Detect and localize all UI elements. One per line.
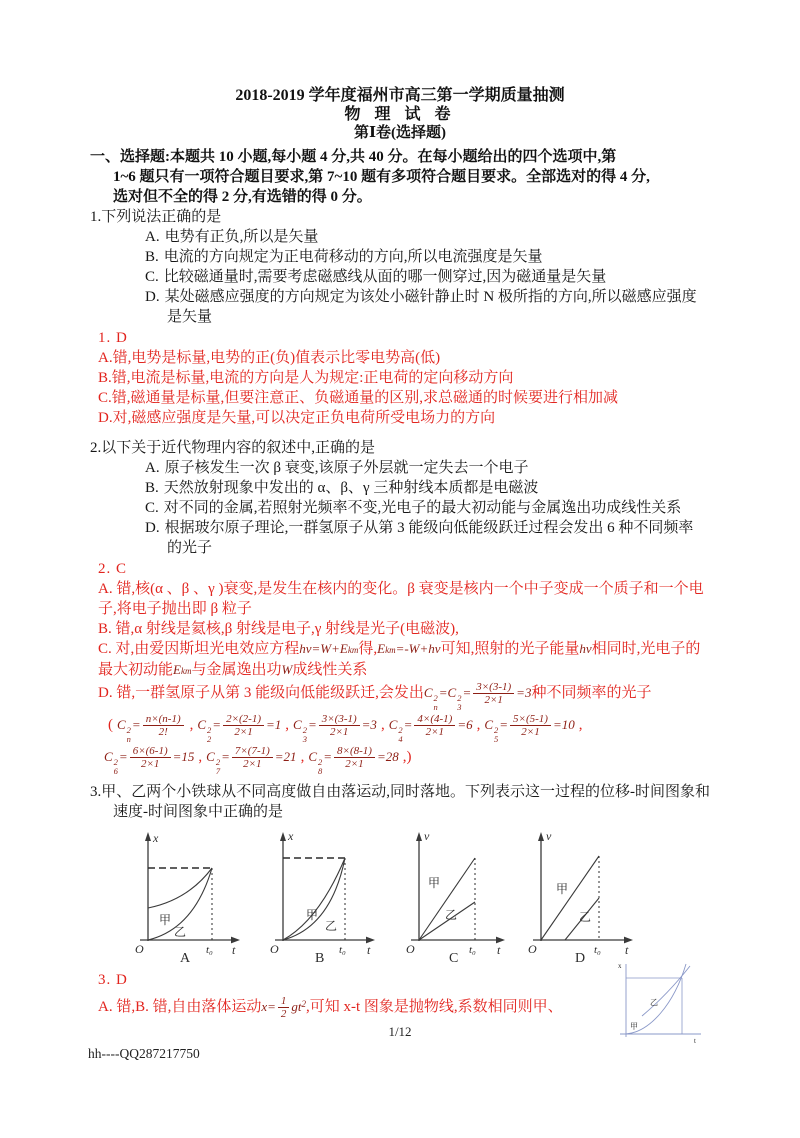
formula-subscript: 7 <box>215 765 221 776</box>
instructions-line: 一、选择题:本题共 10 小题,每小题 4 分,共 40 分。在每小题给出的四个选项中,第 <box>90 149 617 165</box>
formula-result: =3 <box>361 716 377 732</box>
photoelectric-equation: =-W+hν <box>395 641 441 656</box>
option-c <box>145 498 701 518</box>
instructions-line: 选对但不全的得 2 分,有选错的得 0 分。 <box>113 189 372 205</box>
option-label: D. <box>145 289 160 305</box>
answer-2-explanation-b: B. 错,α 射线是氦核,β 射线是电子,γ 射线是光子(电磁波), <box>98 621 459 637</box>
graph-b-displacement-time <box>265 828 380 964</box>
photon-energy-symbol: hν <box>579 641 592 656</box>
fraction-denominator: 2×1 <box>345 757 364 770</box>
formula-subscript: 6 <box>113 765 118 776</box>
equals-sign: = <box>118 748 128 764</box>
formula-supsub <box>494 726 498 744</box>
formula-supsub <box>207 726 211 744</box>
explanation-text: 成线性关系 <box>292 662 368 678</box>
formula-result: =15 <box>172 748 195 764</box>
formula-base: C <box>388 716 398 732</box>
option-a <box>145 458 701 478</box>
question-number: 3. <box>90 783 102 800</box>
formula-superscript: 2 <box>301 998 307 1009</box>
y-axis-label: v <box>424 828 430 843</box>
fraction-denominator: 2×1 <box>425 725 445 738</box>
exam-title: 2018-2019 学年度福州市高三第一学期质量抽测 <box>235 87 565 104</box>
option-b <box>145 478 701 498</box>
question-2-options <box>145 458 701 558</box>
fraction-denominator: 2×1 <box>329 725 349 738</box>
question-3 <box>90 782 714 822</box>
x-axis-label: t <box>497 942 501 957</box>
formula-separator: , <box>578 716 583 733</box>
option-text: 某处磁感应强度的方向规定为该处小磁针静止时 N 极所指的方向,所以磁感应强度是矢量 <box>164 289 697 325</box>
combination-formula-row-2 <box>104 744 704 776</box>
x-axis-label: t <box>232 942 236 957</box>
explanation-text: A. 错,B. 错,自由落体运动 <box>98 998 262 1015</box>
y-axis-arrow <box>280 832 286 841</box>
equals-sign: = <box>323 748 333 764</box>
origin-label: O <box>270 941 279 956</box>
watermark-text: hh----QQ287217750 <box>88 1046 200 1061</box>
explanation-text: 相同时,光电子的最大初动能 <box>98 641 701 678</box>
y-axis-arrow <box>145 832 151 841</box>
formula-superscript: 2 <box>113 756 118 767</box>
yi-curve-label: 乙 <box>579 909 592 924</box>
fraction <box>232 745 273 770</box>
formula-base: C <box>206 748 215 764</box>
formula-separator: , <box>198 748 203 765</box>
formula-result: =1 <box>266 716 282 732</box>
subject-title: 物 理 试 卷 <box>344 106 456 123</box>
formula-subscript: 3 <box>457 701 462 712</box>
fraction-numerator: 8×(8-1) <box>334 745 375 758</box>
answer-1-explanation-b: B.错,电流是标量,电流的方向是人为规定:正电荷的定向移动方向 <box>98 370 514 386</box>
formula-supsub <box>398 726 402 744</box>
equals-sign: = <box>307 716 317 732</box>
paren-open: ( <box>108 716 113 733</box>
formula-superscript: 2 <box>457 693 462 704</box>
option-text: 电势有正负,所以是矢量 <box>164 229 319 245</box>
answer-2-explanation-c <box>98 639 704 681</box>
t0-label: t₀ <box>339 943 346 956</box>
option-d <box>145 287 701 327</box>
fraction-numerator: 2×(2-1) <box>223 713 264 726</box>
line-jia <box>541 856 599 940</box>
formula-superscript: 2 <box>433 693 438 704</box>
formula-result: =10 <box>552 716 575 732</box>
equals-sign: = <box>221 748 230 764</box>
figure-caption: A <box>180 950 191 964</box>
answer-2-explanation-d <box>98 681 704 712</box>
equals-sign: = <box>462 685 472 701</box>
explanation-text: ,可知 x-t 图象是抛物线,系数相同则甲、 <box>306 998 563 1015</box>
option-text: 比较磁通量时,需要考虑磁感线从面的哪一侧穿过,因为磁通量是矢量 <box>163 269 607 285</box>
formula-superscript: 2 <box>398 724 403 735</box>
answer-3-explanation <box>98 994 704 1020</box>
question-2-stem <box>90 438 714 458</box>
formula-base: C <box>308 748 317 764</box>
fraction-denominator: 2×1 <box>243 757 262 770</box>
fraction <box>414 713 455 738</box>
fraction-numerator: 3×(3-1) <box>319 713 360 726</box>
option-b <box>145 247 701 267</box>
formula-result: =6 <box>457 716 473 732</box>
answer-2-explanation-a: A. 错,核(α 、β 、γ )衰变,是发生在核内的变化。β 衰变是核内一个中子变成一个质子和一个电子,将电子抛出即 β 粒子 <box>98 581 704 617</box>
formula-base: C <box>484 716 494 732</box>
figure-caption: D <box>575 950 586 964</box>
combination-formula <box>197 712 293 744</box>
option-label: B. <box>145 480 159 496</box>
question-1-options <box>145 227 701 327</box>
formula-base: C <box>293 716 302 732</box>
answer-1-key: 1. D <box>98 330 128 346</box>
fraction <box>473 681 514 706</box>
y-axis-label: x <box>153 830 159 845</box>
jia-curve-label: 甲 <box>556 881 569 896</box>
origin-label: O <box>406 941 415 956</box>
option-label: D. <box>145 520 160 536</box>
answer-1-explanation-d: D.对,磁感应强度是矢量,可以决定正负电荷所受电场力的方向 <box>98 410 496 426</box>
fraction-numerator: 3×(3-1) <box>473 681 514 694</box>
question-3-stem <box>90 782 714 822</box>
formula-supsub <box>114 758 118 776</box>
kinetic-energy-symbol: E <box>173 662 181 677</box>
line-jia <box>419 858 475 940</box>
fraction-denominator: 2×1 <box>234 725 253 738</box>
page-content <box>90 147 714 1020</box>
question-number: 2. <box>90 440 102 456</box>
fraction <box>223 713 264 738</box>
formula-superscript: 2 <box>494 724 499 735</box>
formula-separator: ,) <box>402 748 412 765</box>
formula-result: =21 <box>274 748 297 764</box>
combination-formula <box>293 712 389 744</box>
volume-title: 第Ⅰ卷(选择题) <box>353 125 446 141</box>
photoelectric-equation: E <box>377 641 386 656</box>
equals-sign: = <box>212 716 222 732</box>
question-1 <box>90 207 714 327</box>
answer-2 <box>98 559 704 776</box>
t0-label: t₀ <box>469 943 476 956</box>
combination-formula <box>308 744 415 776</box>
formula-supsub <box>216 758 220 776</box>
free-fall-formula: x= <box>261 998 276 1014</box>
y-axis-label: v <box>546 828 552 843</box>
formula-separator: , <box>380 716 385 733</box>
fraction <box>130 745 171 770</box>
option-label: A. <box>145 229 160 245</box>
formula-superscript: 2 <box>126 724 131 735</box>
question-text: 下列说法正确的是 <box>101 209 222 225</box>
fraction-denominator: 2 <box>280 1007 287 1020</box>
combination-formula <box>388 712 485 744</box>
combination-formula: C <box>447 685 457 701</box>
formula-result: =28 <box>376 748 399 764</box>
figure-caption: C <box>449 950 459 964</box>
yi-curve-label: 乙 <box>174 924 187 939</box>
explanation-text: 种不同频率的光子 <box>531 685 652 702</box>
option-text: 原子核发生一次 β 衰变,该原子外层就一定失去一个电子 <box>164 460 529 476</box>
fraction-denominator: 2×1 <box>140 757 160 770</box>
option-label: B. <box>145 249 159 265</box>
answer-3-key: 3. D <box>98 971 128 988</box>
formula-superscript: 2 <box>317 756 323 767</box>
option-text: 电流的方向规定为正电荷移动的方向,所以电流强度是矢量 <box>163 249 543 265</box>
combination-formula <box>104 744 206 776</box>
jia-curve-label: 甲 <box>159 912 172 927</box>
equals-sign: = <box>499 716 509 732</box>
formula-supsub <box>434 694 438 712</box>
fraction-numerator: n×(n-1) <box>143 713 184 726</box>
question-3-figures <box>130 828 714 964</box>
combination-formula: C <box>423 685 433 701</box>
formula-supsub <box>303 726 307 744</box>
fraction-denominator: 2×1 <box>484 694 503 707</box>
fraction <box>319 713 360 738</box>
yi-curve-label: 乙 <box>445 907 458 922</box>
t0-label: t₀ <box>206 943 213 956</box>
graph-c-velocity-time <box>405 828 510 964</box>
answer-1 <box>98 328 704 428</box>
formula-subscript: km <box>385 645 396 655</box>
fraction-numerator: 7×(7-1) <box>232 745 273 758</box>
answer-2-key: 2. C <box>98 561 128 577</box>
explanation-text: 与金属逸出功 <box>191 662 282 678</box>
section-instructions <box>90 147 714 207</box>
formula-base: C <box>104 748 113 764</box>
option-a <box>145 227 701 247</box>
graph-a-displacement-time <box>130 828 245 964</box>
formula-separator: , <box>300 748 305 765</box>
fraction <box>510 713 551 738</box>
y-axis-arrow <box>538 832 544 841</box>
equals-sign: = <box>438 685 448 701</box>
page-number: 1/12 <box>388 1024 412 1039</box>
formula-supsub <box>318 758 322 776</box>
formula-subscript: 2 <box>207 733 212 744</box>
graph-d-velocity-time <box>525 828 640 964</box>
origin-label: O <box>135 941 144 956</box>
option-text: 对不同的金属,若照射光频率不变,光电子的最大初动能与金属逸出功成线性关系 <box>163 500 682 516</box>
equals-sign: = <box>131 716 141 732</box>
formula-base: C <box>197 716 207 732</box>
formula-subscript: 4 <box>398 733 403 744</box>
formula-subscript: n <box>126 733 131 744</box>
formula-subscript: km <box>347 645 359 655</box>
combination-formula <box>484 712 586 744</box>
formula-separator: , <box>189 716 194 733</box>
option-text: 天然放射现象中发出的 α、β、γ 三种射线本质都是电磁波 <box>163 480 539 496</box>
formula-superscript: 2 <box>207 724 212 735</box>
combination-formula <box>206 744 308 776</box>
formula-separator: , <box>285 716 290 733</box>
figure-caption: B <box>315 950 325 964</box>
formula-superscript: 2 <box>215 756 221 767</box>
explanation-text: 得, <box>358 641 378 657</box>
formula-subscript: 5 <box>494 733 499 744</box>
question-number: 1. <box>90 209 102 225</box>
y-axis-label: x <box>288 828 294 843</box>
option-label: A. <box>145 460 160 476</box>
t0-label: t₀ <box>594 943 601 956</box>
mini-yi-label: 乙 <box>650 998 658 1007</box>
question-1-stem <box>90 207 714 227</box>
instructions-line: 1~6 题只有一项符合题目要求,第 7~10 题有多项符合题目要求。全部选对的得 4 分, <box>113 169 650 185</box>
fraction-denominator: 2×1 <box>521 725 540 738</box>
document-header <box>0 0 800 143</box>
answer-3 <box>98 970 704 1020</box>
x-axis-label: t <box>367 942 371 957</box>
fraction-numerator: 6×(6-1) <box>130 745 171 758</box>
option-label: C. <box>145 269 159 285</box>
work-function-symbol: W <box>281 662 293 677</box>
mini-jia-label: 甲 <box>630 1022 638 1031</box>
free-fall-formula: gt <box>291 998 302 1014</box>
equals-sign: = <box>403 716 413 732</box>
fraction-numerator: 4×(4-1) <box>414 713 455 726</box>
yi-curve-label: 乙 <box>325 918 338 933</box>
fraction <box>334 745 375 770</box>
question-text: 以下关于近代物理内容的叙述中,正确的是 <box>101 440 376 456</box>
x-axis-label: t <box>625 942 629 957</box>
answer-1-explanation-a: A.错,电势是标量,电势的正(负)值表示比零电势高(低) <box>98 350 441 366</box>
formula-subscript: km <box>180 666 192 676</box>
y-axis-arrow <box>416 832 422 841</box>
origin-label: O <box>528 941 537 956</box>
formula-supsub <box>457 694 461 712</box>
fraction-denominator: 2! <box>158 725 168 738</box>
option-label: C. <box>145 500 159 516</box>
formula-separator: , <box>476 716 481 733</box>
fraction-numerator: 5×(5-1) <box>510 713 551 726</box>
formula-result: =3 <box>516 685 532 701</box>
formula-superscript: 2 <box>302 724 307 735</box>
fraction <box>143 713 184 738</box>
fraction-numerator: 1 <box>278 995 290 1008</box>
question-text: 甲、乙两个小铁球从不同高度做自由落运动,同时落地。下列表示这一过程的位移-时间图象和速度-时间图象中正确的是 <box>101 783 710 820</box>
fraction <box>278 995 290 1020</box>
question-2 <box>90 438 714 558</box>
jia-curve-label: 甲 <box>428 875 441 890</box>
mini-x-axis-label: t <box>694 1037 696 1045</box>
jia-curve-label: 甲 <box>306 907 319 922</box>
formula-supsub <box>127 726 131 744</box>
option-text: 根据玻尔原子理论,一群氢原子从第 3 能级向低能级跃迁过程会发出 6 种不同频率的光子 <box>164 520 694 556</box>
formula-subscript: n <box>433 701 438 712</box>
photoelectric-equation: hν=W+E <box>299 641 348 656</box>
answer-1-explanation-c: C.错,磁通量是标量,但要注意正、负磁通量的区别,求总磁通的时候要进行相加减 <box>98 390 619 406</box>
curve-jia <box>148 868 212 908</box>
explanation-text: 可知,照射的光子能量 <box>440 641 580 657</box>
option-d <box>145 518 701 558</box>
formula-base: C <box>117 716 126 732</box>
formula-subscript: 3 <box>302 733 307 744</box>
combination-formula-row-1 <box>104 712 704 744</box>
formula-subscript: 8 <box>317 765 323 776</box>
explanation-text: D. 错,一群氢原子从第 3 能级向低能级跃迁,会发出 <box>98 685 424 702</box>
explanation-text: C. 对,由爱因斯坦光电效应方程 <box>98 641 300 657</box>
combination-formula <box>117 712 197 744</box>
option-c <box>145 267 701 287</box>
mini-y-axis-label: x <box>618 962 622 970</box>
